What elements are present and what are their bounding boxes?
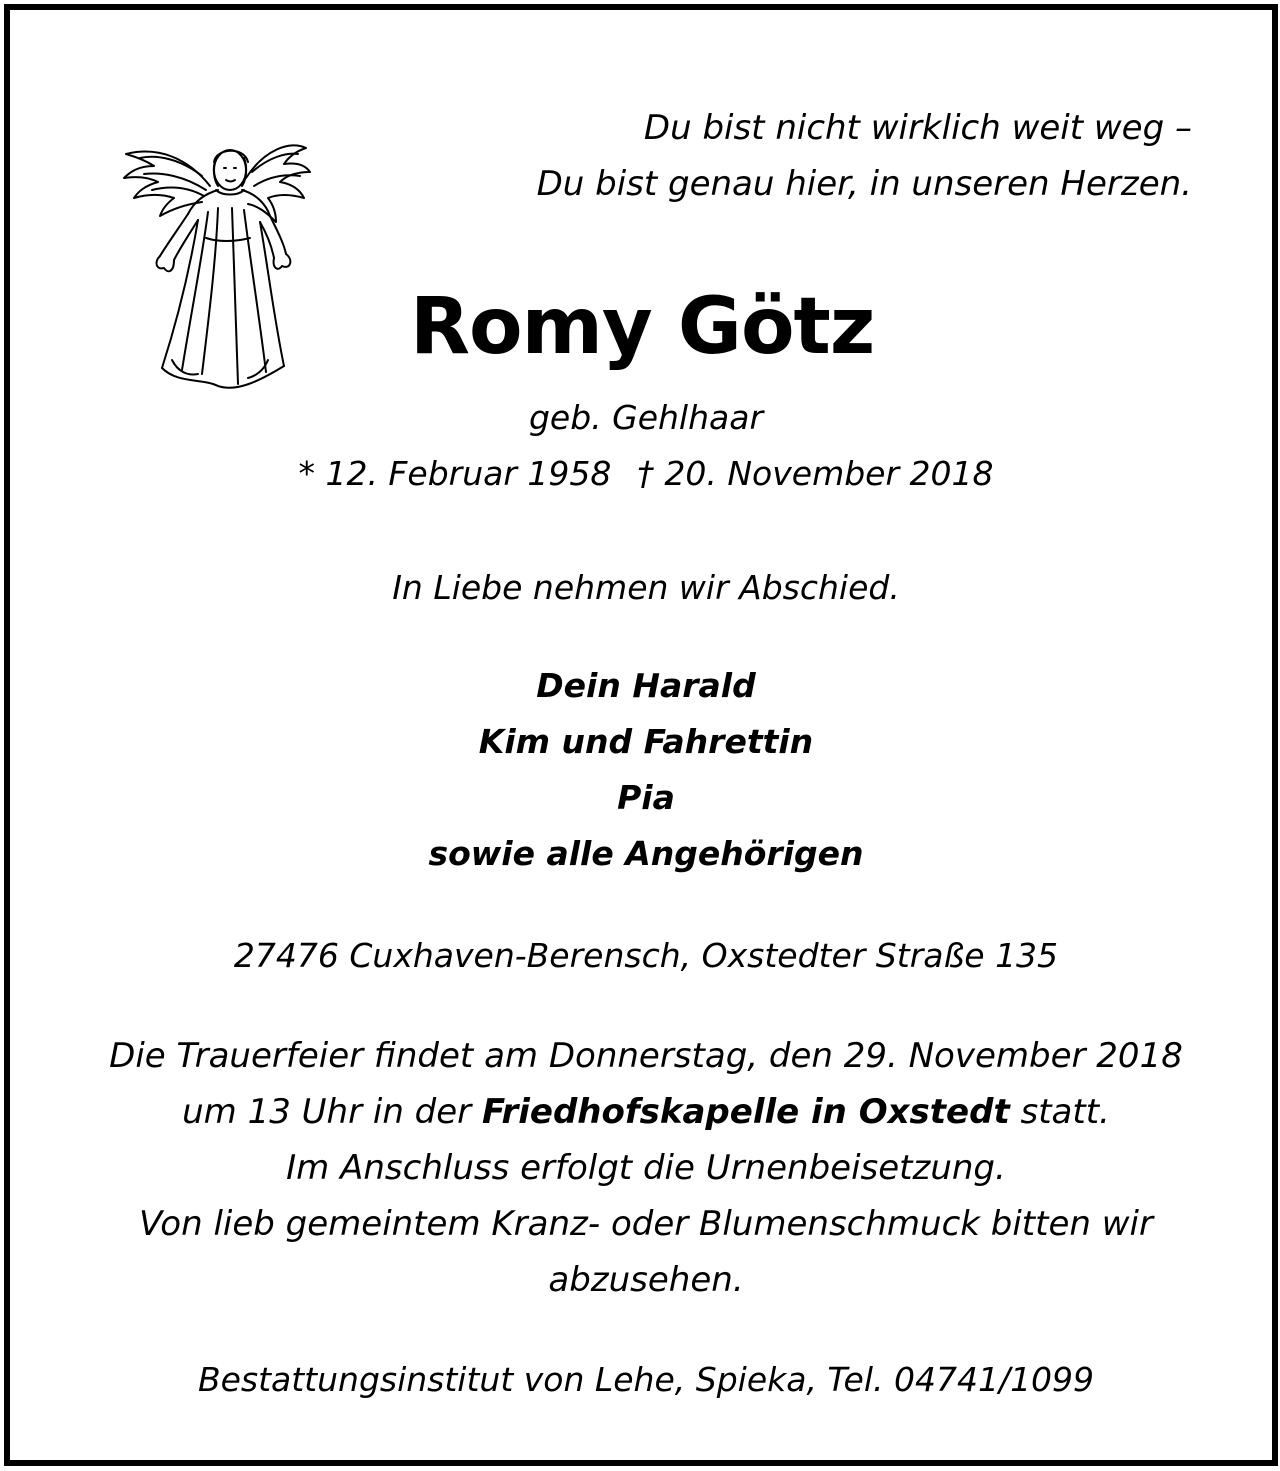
ceremony-line-5: abzusehen. [548, 1260, 744, 1300]
mourner-line: Kim und Fahrettin [478, 722, 814, 761]
undertaker-contact: Bestattungsinstitut von Lehe, Spieka, Tel. 04741/1099 [197, 1360, 1095, 1399]
ceremony-suffix: statt. [1009, 1092, 1110, 1132]
birth-date: * 12. Februar 1958 [298, 454, 612, 493]
death-date: † 20. November 2018 [637, 454, 994, 493]
ceremony-line-2 [10, 1092, 1280, 1132]
farewell-text: In Liebe nehmen wir Abschied. [392, 568, 900, 607]
life-dates [10, 454, 1280, 493]
mourner-line: sowie alle Angehörigen [428, 834, 864, 873]
ceremony-line-4: Von lieb gemeintem Kranz- oder Blumenschmuck bitten wir [139, 1204, 1153, 1244]
ceremony-line-3: Im Anschluss erfolgt die Urnenbeisetzung. [286, 1148, 1006, 1188]
angel-icon [118, 128, 314, 400]
birth-name: geb. Gehlhaar [528, 398, 764, 437]
deceased-name: Romy Götz [410, 282, 875, 372]
ceremony-time: um 13 Uhr in der [182, 1092, 482, 1132]
ceremony-line-1: Die Trauerfeier findet am Donnerstag, den 29. November 2018 [109, 1036, 1183, 1076]
mourner-line: Dein Harald [536, 666, 756, 705]
quote-line-2: Du bist genau hier, in unseren Herzen. [536, 164, 1192, 204]
family-address: 27476 Cuxhaven-Berensch, Oxstedter Straße 135 [233, 936, 1059, 975]
ceremony-place: Friedhofskapelle in Oxstedt [481, 1092, 1010, 1132]
obituary-frame [4, 4, 1278, 1466]
quote-line-1: Du bist nicht wirklich weit weg – [643, 108, 1192, 148]
mourner-line: Pia [617, 778, 675, 817]
